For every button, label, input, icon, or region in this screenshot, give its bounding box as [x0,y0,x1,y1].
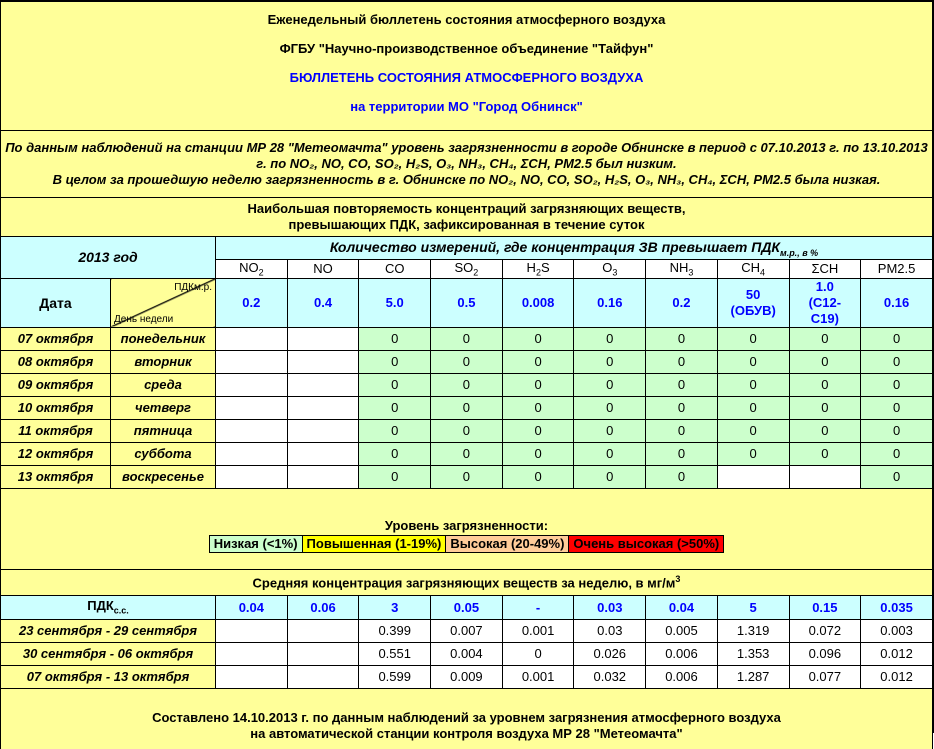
pdk-mr-text: 0.2 [672,295,691,311]
value-cell: 0 [861,350,933,373]
pdk-mr-value [287,278,359,327]
pdk-mr-text: 0.008 [521,295,555,311]
mean-value-cell: 0.004 [431,642,503,665]
value-cell: 0 [717,396,789,419]
pdk-mr-value [717,278,789,327]
pdk-ss-value: - [502,595,574,619]
value-cell [216,419,288,442]
value-cell: 0 [789,373,861,396]
daily-row [1,350,933,373]
mean-value-cell: 0 [502,642,574,665]
value-cell: 0 [502,350,574,373]
value-cell: 0 [646,350,718,373]
value-cell: 0 [646,465,718,488]
value-cell [717,465,789,488]
pdk-ss-value: 3 [359,595,431,619]
mean-value-cell: 0.006 [646,665,718,688]
mean-value-cell: 0.001 [502,619,574,642]
date-cell: 10 октября [1,396,111,419]
value-cell: 0 [861,327,933,350]
pollutant-no: NO [287,260,359,279]
weekday-label: День недели [114,313,174,325]
summary [1,131,933,198]
legend-item: Высокая (20-49%) [446,536,569,552]
pdk-weekday-header [111,278,216,327]
count-header-sub: м.р., в % [780,247,819,258]
mean-value-cell: 0.032 [574,665,646,688]
period-cell: 30 сентября - 06 октября [1,642,216,665]
value-cell [287,465,359,488]
daily-row [1,442,933,465]
weekday-cell: среда [111,373,216,396]
header-line3: БЮЛЛЕТЕНЬ СОСТОЯНИЯ АТМОСФЕРНОГО ВОЗДУХА [289,70,644,85]
pdk-mr-text: 5.0 [385,295,404,311]
value-cell: 0 [359,419,431,442]
value-cell [216,327,288,350]
pollutant-σch: ΣCH [789,260,861,279]
header-line2: ФГБУ "Научно-производственное объединение "Тайфун" [279,41,654,56]
value-cell: 0 [431,327,503,350]
pdk-mr-value [431,278,503,327]
bulletin-table [0,1,933,749]
value-cell: 0 [717,442,789,465]
legend-item: Низкая (<1%) [210,536,303,552]
value-cell: 0 [789,327,861,350]
pdk-mr-text: 50 (ОБУВ) [730,286,776,318]
pdk-mr-value [574,278,646,327]
value-cell: 0 [502,442,574,465]
value-cell: 0 [789,419,861,442]
header-line4: на территории МО "Город Обнинск" [350,99,583,114]
daily-row [1,396,933,419]
mean-value-cell [216,642,288,665]
value-cell: 0 [861,396,933,419]
pdk-ss-value: 0.04 [646,595,718,619]
mean-value-cell: 0.006 [646,642,718,665]
section2-title-text: Средняя концентрация загрязняющих веществ за неделю, в мг/м [252,575,676,591]
value-cell [287,442,359,465]
pdk-ss-value: 0.15 [789,595,861,619]
date-cell: 09 октября [1,373,111,396]
value-cell: 0 [646,419,718,442]
mean-value-cell [216,619,288,642]
pdk-mr-value [646,278,718,327]
date-cell: 07 октября [1,327,111,350]
mean-value-cell: 0.026 [574,642,646,665]
value-cell: 0 [502,373,574,396]
mean-value-cell: 0.399 [359,619,431,642]
pdk-mr-value [861,278,933,327]
pdk-mr-text: 1.0 (C12-C19) [808,278,842,326]
value-cell: 0 [502,396,574,419]
mean-value-cell: 0.03 [574,619,646,642]
value-cell: 0 [646,373,718,396]
header-line1: Еженедельный бюллетень состояния атмосферного воздуха [267,12,666,27]
pdk-ss-value: 0.03 [574,595,646,619]
mean-value-cell: 0.009 [431,665,503,688]
value-cell [789,465,861,488]
pdk-mr-value [502,278,574,327]
weekday-cell: пятница [111,419,216,442]
value-cell: 0 [789,442,861,465]
value-cell [216,350,288,373]
weekday-cell: воскресенье [111,465,216,488]
section1-title [1,198,933,237]
pdk-mr-value [359,278,431,327]
mean-value-cell: 0.012 [861,642,933,665]
value-cell [287,419,359,442]
value-cell [216,442,288,465]
weekly-row [1,665,933,688]
value-cell: 0 [717,327,789,350]
value-cell: 0 [861,442,933,465]
value-cell: 0 [574,419,646,442]
pdk-ss-value: 0.05 [431,595,503,619]
pollutant-nh3: $NH_3$ [646,260,718,279]
pollutant-ch4: $CH_4$ [717,260,789,279]
section2-title-sup: 3 [675,573,681,584]
mean-value-cell: 0.077 [789,665,861,688]
footer-line1: Составлено 14.10.2013 г. по данным наблюдений за уровнем загрязнения атмосферного воздуха [152,709,781,725]
pollutant-h2: $H_2S$ [502,260,574,279]
pdk-mr-text: 0.2 [242,295,261,311]
daily-row [1,419,933,442]
section1-title2: превышающих ПДК, зафиксированная в течение суток [288,217,645,232]
value-cell: 0 [431,442,503,465]
value-cell: 0 [431,465,503,488]
pollutant-pm2.5: PM2.5 [861,260,933,279]
value-cell [287,373,359,396]
header [1,2,933,131]
weekday-cell: вторник [111,350,216,373]
pdk-mr-text: 0.4 [313,295,333,311]
value-cell: 0 [574,396,646,419]
pdk-ss-label: $ПДК_{с.с.}$ [1,595,216,619]
value-cell: 0 [574,465,646,488]
value-cell: 0 [359,373,431,396]
date-cell: 11 октября [1,419,111,442]
pdk-mr-text: 0.5 [457,295,476,311]
value-cell: 0 [861,373,933,396]
section1-title1: Наибольшая повторяемость концентраций загрязняющих веществ, [247,201,686,216]
pollutant-no2: $NO_2$ [216,260,288,279]
legend-title: Уровень загрязненности: [384,518,549,534]
value-cell: 0 [359,350,431,373]
pdk-label: ПДКм.р. [174,281,212,293]
value-cell: 0 [431,419,503,442]
count-header [216,237,933,260]
value-cell: 0 [861,465,933,488]
value-cell: 0 [717,373,789,396]
value-cell: 0 [574,373,646,396]
pollutant-co: CO [359,260,431,279]
mean-value-cell: 1.287 [717,665,789,688]
weekly-row [1,642,933,665]
mean-value-cell [287,619,359,642]
value-cell: 0 [646,327,718,350]
weekday-cell: суббота [111,442,216,465]
pdk-mr-value [216,278,288,327]
pdk-ss-value: 0.06 [287,595,359,619]
value-cell: 0 [431,373,503,396]
value-cell [287,396,359,419]
weekday-cell: четверг [111,396,216,419]
value-cell: 0 [502,327,574,350]
value-cell: 0 [359,465,431,488]
mean-value-cell: 0.599 [359,665,431,688]
weekly-row [1,619,933,642]
value-cell: 0 [574,350,646,373]
pdk-ss-value: 0.035 [861,595,933,619]
summary-p1: По данным наблюдений на станции МР 28 "Метеомачта" уровень загрязненности в городе Обнинске в период с 07.10.2013 г. по 13.10.2013 г. по NO₂, NO, CO, SO₂, H₂S, O₃, NH₃, CH₄, ΣCH, PM2.5 был низким. [5,140,928,171]
value-cell [216,465,288,488]
pollutant-o3: $O_3$ [574,260,646,279]
footer [1,688,933,749]
mean-value-cell: 0.096 [789,642,861,665]
mean-value-cell: 0.007 [431,619,503,642]
mean-value-cell [287,665,359,688]
value-cell: 0 [646,396,718,419]
mean-value-cell: 0.551 [359,642,431,665]
date-cell: 12 октября [1,442,111,465]
pdk-mr-text: 0.16 [597,295,623,311]
mean-value-cell: 0.072 [789,619,861,642]
legend-item: Повышенная (1-19%) [303,536,447,552]
daily-row [1,373,933,396]
value-cell: 0 [861,419,933,442]
value-cell: 0 [359,327,431,350]
mean-value-cell: 0.012 [861,665,933,688]
value-cell: 0 [502,465,574,488]
period-cell: 23 сентября - 29 сентября [1,619,216,642]
mean-value-cell: 1.319 [717,619,789,642]
pdk-mr-text: 0.16 [883,295,910,311]
section2-title [1,569,933,595]
value-cell: 0 [717,350,789,373]
value-cell: 0 [359,396,431,419]
mean-value-cell: 0.005 [646,619,718,642]
value-cell: 0 [574,442,646,465]
footer-line2: на автоматической станции контроля воздуха МР 28 "Метеомачта" [250,725,683,741]
mean-value-cell: 0.001 [502,665,574,688]
value-cell: 0 [646,442,718,465]
mean-value-cell [287,642,359,665]
value-cell [216,396,288,419]
value-cell [216,373,288,396]
date-cell: 13 октября [1,465,111,488]
value-cell [287,327,359,350]
pdk-ss-value: 5 [717,595,789,619]
pollutant-so2: $SO_2$ [431,260,503,279]
value-cell: 0 [431,350,503,373]
legend [1,488,933,569]
value-cell: 0 [789,350,861,373]
value-cell: 0 [359,442,431,465]
legend-items [209,535,725,553]
legend-item: Очень высокая (>50%) [569,536,723,552]
value-cell: 0 [789,396,861,419]
count-header-text: Количество измерений, где концентрация ЗВ превышает ПДК [329,238,781,255]
value-cell: 0 [574,327,646,350]
pdk-mr-value [789,278,861,327]
weekday-cell: понедельник [111,327,216,350]
pdk-ss-value: 0.04 [216,595,288,619]
mean-value-cell [216,665,288,688]
mean-value-cell: 1.353 [717,642,789,665]
daily-row [1,327,933,350]
period-cell: 07 октября - 13 октября [1,665,216,688]
value-cell: 0 [717,419,789,442]
value-cell [287,350,359,373]
mean-value-cell: 0.003 [861,619,933,642]
value-cell: 0 [502,419,574,442]
year-label: 2013 год [1,237,216,279]
daily-row [1,465,933,488]
summary-p2: В целом за прошедшую неделю загрязненность в г. Обнинске по NO₂, NO, CO, SO₂, H₂S, O₃, NH₃, CH₄, ΣCH, PM2.5 была низкая. [52,172,881,187]
date-cell: 08 октября [1,350,111,373]
date-label: Дата [1,278,111,327]
value-cell: 0 [431,396,503,419]
